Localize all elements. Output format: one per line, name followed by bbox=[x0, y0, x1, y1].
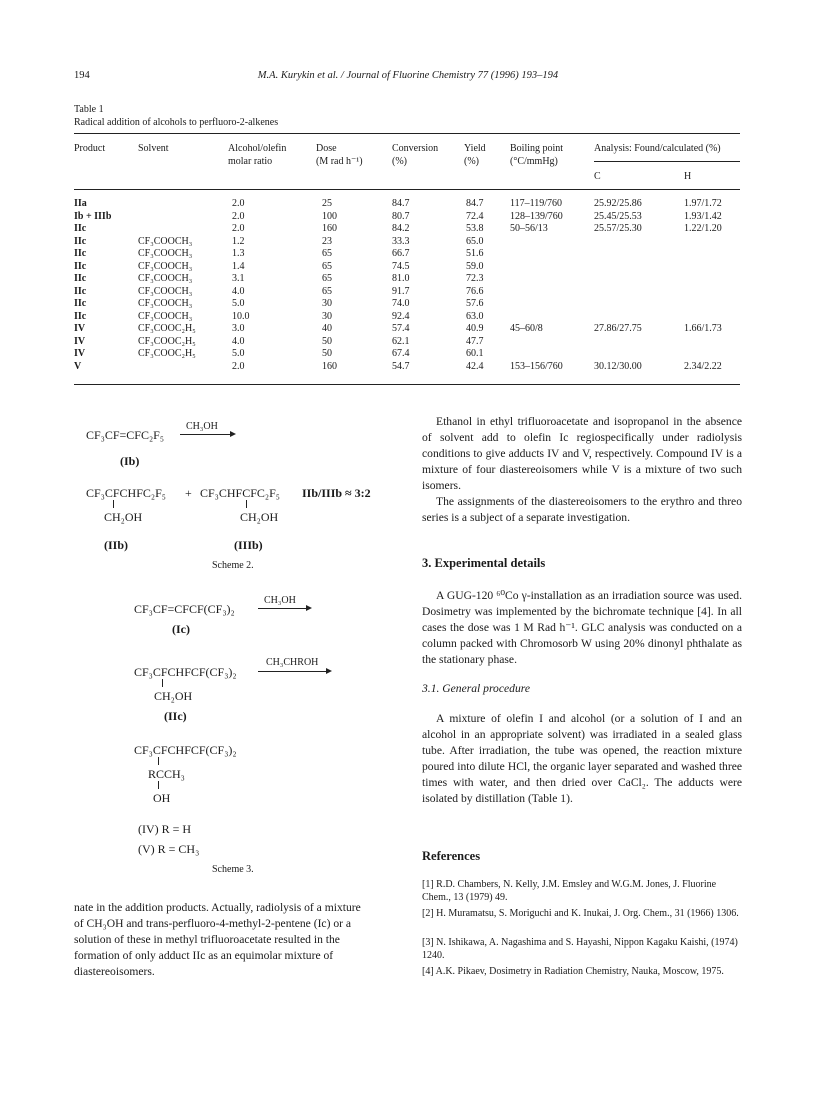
references-heading: References bbox=[422, 849, 481, 863]
cell-yield: 51.6 bbox=[466, 248, 484, 259]
cell-ratio: 4.0 bbox=[232, 285, 245, 297]
scheme2-product-a: CF₃CFCHFC₂F₅ bbox=[86, 486, 166, 500]
cell-yield: 72.3 bbox=[466, 273, 484, 284]
cell-conversion: 84.2 bbox=[392, 223, 410, 234]
scheme3-product-sub: RCCH₃ bbox=[148, 767, 185, 781]
scheme2-sub-a: CH₂OH bbox=[104, 510, 143, 524]
scheme3-bond-1 bbox=[162, 679, 163, 687]
cell-ratio: 3.1 bbox=[232, 273, 245, 284]
cell-yield: 40.9 bbox=[466, 323, 484, 334]
left-line-5: diastereoisomers. bbox=[74, 965, 155, 978]
col-product-header: Product bbox=[74, 143, 106, 154]
cell-analysis-h: 1.22/1.20 bbox=[684, 223, 722, 234]
scheme2-label-a: (IIb) bbox=[104, 538, 129, 552]
cell-dose: 50 bbox=[322, 348, 332, 359]
cell-dose: 30 bbox=[322, 310, 332, 322]
scheme3-reagent1: CH₃OH bbox=[264, 595, 296, 606]
col-ratio-header-1: Alcohol/olefin bbox=[228, 143, 287, 154]
left-line-1: nate in the addition products. Actually, radiolysis of a mixture bbox=[74, 901, 361, 914]
scheme2-plus: + bbox=[185, 486, 192, 500]
cell-ratio: 4.0 bbox=[232, 335, 245, 347]
cell-yield: 53.8 bbox=[466, 223, 484, 234]
cell-ratio: 1.2 bbox=[232, 235, 245, 247]
cell-yield: 59.0 bbox=[466, 260, 484, 272]
cell-solvent: CF₃COOCH₃ bbox=[138, 260, 193, 272]
cell-analysis-c: 25.92/25.86 bbox=[594, 198, 642, 209]
cell-boiling-point: 45–60/8 bbox=[510, 323, 543, 334]
cell-solvent: CF₃COOCH₃ bbox=[138, 285, 193, 297]
cell-yield: 60.1 bbox=[466, 348, 484, 359]
table-caption: Radical addition of alcohols to perfluoro-2-alkenes bbox=[74, 117, 279, 128]
col-bp-header-1: Boiling point bbox=[510, 143, 564, 154]
cell-product: IIa bbox=[74, 198, 87, 209]
cell-solvent: CF₃COOCH₃ bbox=[138, 298, 193, 309]
cell-ratio: 2.0 bbox=[232, 223, 245, 234]
cell-yield: 42.4 bbox=[466, 360, 484, 372]
cell-analysis-h: 1.93/1.42 bbox=[684, 210, 722, 222]
reference-4: [4] A.K. Pikaev, Dosimetry in Radiation Chemistry, Nauka, Moscow, 1975. bbox=[422, 966, 724, 977]
left-line-4: formation of only adduct IIc as an equimolar mixture of bbox=[74, 949, 334, 962]
right-paragraph-2: The assignments of the diastereoisomers to the erythro and threo series is a subject of a separate investigation. bbox=[422, 495, 742, 524]
scheme2-reagent: CH₃OH bbox=[186, 421, 218, 432]
cell-yield: 65.0 bbox=[466, 235, 484, 247]
cell-dose: 65 bbox=[322, 248, 332, 259]
cell-solvent: CF₃COOCH₃ bbox=[138, 235, 193, 247]
cell-conversion: 92.4 bbox=[392, 310, 410, 322]
reference-2: [2] H. Muramatsu, S. Moriguchi and K. Inukai, J. Org. Chem., 31 (1966) 1306. bbox=[422, 908, 739, 919]
cell-dose: 30 bbox=[322, 298, 332, 309]
cell-yield: 76.6 bbox=[466, 285, 484, 297]
cell-ratio: 1.3 bbox=[232, 248, 245, 259]
cell-dose: 65 bbox=[322, 260, 332, 272]
cell-product: IIc bbox=[74, 273, 87, 284]
cell-dose: 23 bbox=[322, 235, 332, 247]
cell-ratio: 5.0 bbox=[232, 298, 245, 309]
cell-conversion: 81.0 bbox=[392, 273, 410, 284]
scheme2-ratio: IIb/IIIb ≈ 3:2 bbox=[302, 486, 371, 500]
cell-conversion: 74.5 bbox=[392, 260, 410, 272]
scheme2-caption: Scheme 2. bbox=[212, 560, 254, 571]
scheme2-arrow bbox=[180, 434, 234, 435]
scheme2-label-b: (IIIb) bbox=[234, 538, 263, 552]
cell-boiling-point: 153–156/760 bbox=[510, 360, 563, 372]
table-header-rule bbox=[74, 189, 740, 190]
cell-ratio: 10.0 bbox=[232, 310, 250, 322]
cell-dose: 160 bbox=[322, 223, 337, 234]
col-solvent-header: Solvent bbox=[138, 143, 169, 154]
col-h-header: H bbox=[684, 171, 692, 182]
col-ratio-header-2: molar ratio bbox=[228, 156, 273, 167]
cell-analysis-h: 1.66/1.73 bbox=[684, 323, 722, 334]
cell-conversion: 66.7 bbox=[392, 248, 410, 259]
scheme2-sub-b: CH₂OH bbox=[240, 510, 279, 524]
reference-1: [1] R.D. Chambers, N. Kelly, J.M. Emsley and W.G.M. Jones, J. Fluorine Chem., 13 (1979) 49. bbox=[422, 879, 717, 903]
cell-yield: 47.7 bbox=[466, 335, 484, 347]
section-3-heading: 3. Experimental details bbox=[422, 556, 546, 570]
analysis-subrule bbox=[594, 161, 740, 162]
cell-dose: 160 bbox=[322, 360, 337, 372]
scheme2-bond-b bbox=[246, 500, 247, 508]
cell-solvent: CF₃COOC₂H₅ bbox=[138, 348, 196, 359]
col-dose-header-1: Dose bbox=[316, 143, 337, 154]
cell-conversion: 80.7 bbox=[392, 210, 410, 222]
left-line-2: of CH₃OH and trans-perfluoro-4-methyl-2-pentene (Ic) or a bbox=[74, 917, 352, 930]
scheme3-label-v: (V) R = CH₃ bbox=[138, 842, 200, 856]
cell-dose: 65 bbox=[322, 273, 332, 284]
cell-ratio: 1.4 bbox=[232, 260, 245, 272]
col-bp-header-2: (°C/mmHg) bbox=[510, 156, 558, 167]
cell-product: IIc bbox=[74, 298, 87, 309]
scheme3-intermediate: CF₃CFCHFCF(CF₃)₂ bbox=[134, 665, 237, 679]
scheme3-bond-2 bbox=[158, 757, 159, 765]
cell-dose: 100 bbox=[322, 210, 337, 222]
cell-analysis-c: 25.45/25.53 bbox=[594, 210, 642, 222]
cell-dose: 50 bbox=[322, 335, 332, 347]
reference-3: [3] N. Ishikawa, A. Nagashima and S. Hayashi, Nippon Kagaku Kaishi, (1974) 1240. bbox=[422, 937, 738, 961]
scheme2-reactant-label: (Ib) bbox=[120, 454, 140, 468]
cell-yield: 72.4 bbox=[466, 210, 484, 222]
cell-solvent: CF₃COOCH₃ bbox=[138, 273, 193, 284]
scheme3-arrow-1 bbox=[258, 608, 310, 609]
cell-product: IIc bbox=[74, 223, 87, 234]
scheme3-bond-3 bbox=[158, 781, 159, 789]
page-number: 194 bbox=[74, 70, 90, 81]
table-top-rule bbox=[74, 133, 740, 134]
col-yield-header-2: (%) bbox=[464, 156, 479, 167]
cell-yield: 84.7 bbox=[466, 198, 484, 209]
cell-analysis-h: 2.34/2.22 bbox=[684, 360, 722, 372]
scheme3-product-oh: OH bbox=[153, 791, 171, 805]
scheme3-reactant-label: (Ic) bbox=[172, 622, 190, 636]
col-conversion-header-2: (%) bbox=[392, 156, 407, 167]
scheme3-reactant: CF₃CF=CFCF(CF₃)₂ bbox=[134, 602, 235, 616]
cell-yield: 63.0 bbox=[466, 310, 484, 322]
cell-product: V bbox=[74, 360, 82, 372]
right-paragraph-1: Ethanol in ethyl trifluoroacetate and isopropanol in the absence of solvent add to olefin Ic regiospecifically under radiolysis conditions to give adducts IV and V, respectively. Compound IV is a mixture of four diastereoisomers while V is a mixture of two such isomers. bbox=[422, 415, 742, 492]
table-bottom-rule bbox=[74, 384, 740, 385]
cell-product: IV bbox=[74, 348, 86, 359]
table-label: Table 1 bbox=[74, 104, 104, 115]
cell-conversion: 84.7 bbox=[392, 198, 410, 209]
cell-conversion: 91.7 bbox=[392, 285, 410, 297]
col-analysis-header: Analysis: Found/calculated (%) bbox=[594, 143, 721, 154]
col-conversion-header-1: Conversion bbox=[392, 143, 439, 154]
cell-boiling-point: 117–119/760 bbox=[510, 198, 563, 209]
cell-product: IIc bbox=[74, 248, 87, 259]
cell-dose: 25 bbox=[322, 198, 332, 209]
cell-ratio: 2.0 bbox=[232, 198, 245, 209]
running-head: M.A. Kurykin et al. / Journal of Fluorine Chemistry 77 (1996) 193–194 bbox=[257, 70, 559, 81]
cell-conversion: 62.1 bbox=[392, 335, 410, 347]
cell-product: IIc bbox=[74, 285, 87, 297]
cell-product: IV bbox=[74, 335, 86, 347]
right-paragraph-3: A GUG-120 ⁶⁰Co γ-installation as an irradiation source was used. Dosimetry was implemented by the bichromate technique [4]. In all cases the dose was 1 M Rad h⁻¹. GLC analysis was conducted on a column packed with Chromosorb W using 20% dinonyl phthalate as the stationary phase. bbox=[422, 589, 742, 666]
cell-dose: 40 bbox=[322, 323, 332, 334]
cell-dose: 65 bbox=[322, 285, 332, 297]
col-c-header: C bbox=[594, 171, 601, 182]
cell-ratio: 2.0 bbox=[232, 360, 245, 372]
cell-product: IIc bbox=[74, 260, 87, 272]
scheme2-reactant: CF₃CF=CFC₂F₅ bbox=[86, 428, 165, 442]
scheme2-product-b: CF₃CHFCFC₂F₅ bbox=[200, 486, 280, 500]
cell-analysis-c: 27.86/27.75 bbox=[594, 323, 642, 334]
cell-product: IIc bbox=[74, 235, 87, 247]
cell-conversion: 67.4 bbox=[392, 348, 410, 359]
right-paragraph-4: A mixture of olefin I and alcohol (or a solution of I and an alcohol in an appropriate solvent) was irradiated in a sealed glass tube. After irradiation, the tube was opened, the reaction mixture poured into dilute HCl, the organic layer separated and washed three times with water, and then dried over CaCl₂. The adducts were isolated by distillation (Table 1). bbox=[422, 712, 742, 805]
scheme2-bond-a bbox=[113, 500, 114, 508]
cell-solvent: CF₃COOC₂H₅ bbox=[138, 335, 196, 347]
cell-yield: 57.6 bbox=[466, 298, 484, 309]
cell-boiling-point: 128–139/760 bbox=[510, 210, 563, 222]
cell-conversion: 74.0 bbox=[392, 298, 410, 309]
scheme3-reagent2: CH₃CHROH bbox=[266, 657, 319, 668]
scheme3-intermediate-sub: CH₂OH bbox=[154, 689, 193, 703]
scheme3-caption: Scheme 3. bbox=[212, 864, 254, 875]
cell-solvent: CF₃COOCH₃ bbox=[138, 310, 193, 322]
cell-solvent: CF₃COOC₂H₅ bbox=[138, 323, 196, 334]
cell-conversion: 54.7 bbox=[392, 360, 410, 372]
cell-analysis-c: 30.12/30.00 bbox=[594, 360, 642, 372]
cell-analysis-c: 25.57/25.30 bbox=[594, 223, 642, 234]
cell-boiling-point: 50–56/13 bbox=[510, 223, 548, 234]
cell-ratio: 3.0 bbox=[232, 323, 245, 334]
cell-ratio: 5.0 bbox=[232, 348, 245, 359]
cell-ratio: 2.0 bbox=[232, 210, 245, 222]
cell-conversion: 33.3 bbox=[392, 235, 410, 247]
scheme3-product: CF₃CFCHFCF(CF₃)₂ bbox=[134, 743, 237, 757]
left-line-3: solution of these in methyl trifluoroacetate resulted in the bbox=[74, 933, 340, 946]
cell-product: IV bbox=[74, 323, 86, 334]
scheme3-label-iv: (IV) R = H bbox=[138, 822, 192, 836]
col-yield-header-1: Yield bbox=[464, 143, 486, 154]
subsection-3-1-heading: 3.1. General procedure bbox=[422, 682, 530, 695]
cell-product: Ib + IIIb bbox=[74, 210, 112, 222]
scheme3-intermediate-label: (IIc) bbox=[164, 709, 187, 723]
cell-analysis-h: 1.97/1.72 bbox=[684, 198, 722, 209]
cell-conversion: 57.4 bbox=[392, 323, 410, 334]
cell-product: IIc bbox=[74, 310, 87, 322]
cell-solvent: CF₃COOCH₃ bbox=[138, 248, 193, 259]
col-dose-header-2: (M rad h⁻¹) bbox=[316, 156, 363, 167]
scheme3-arrow-2 bbox=[258, 671, 330, 672]
